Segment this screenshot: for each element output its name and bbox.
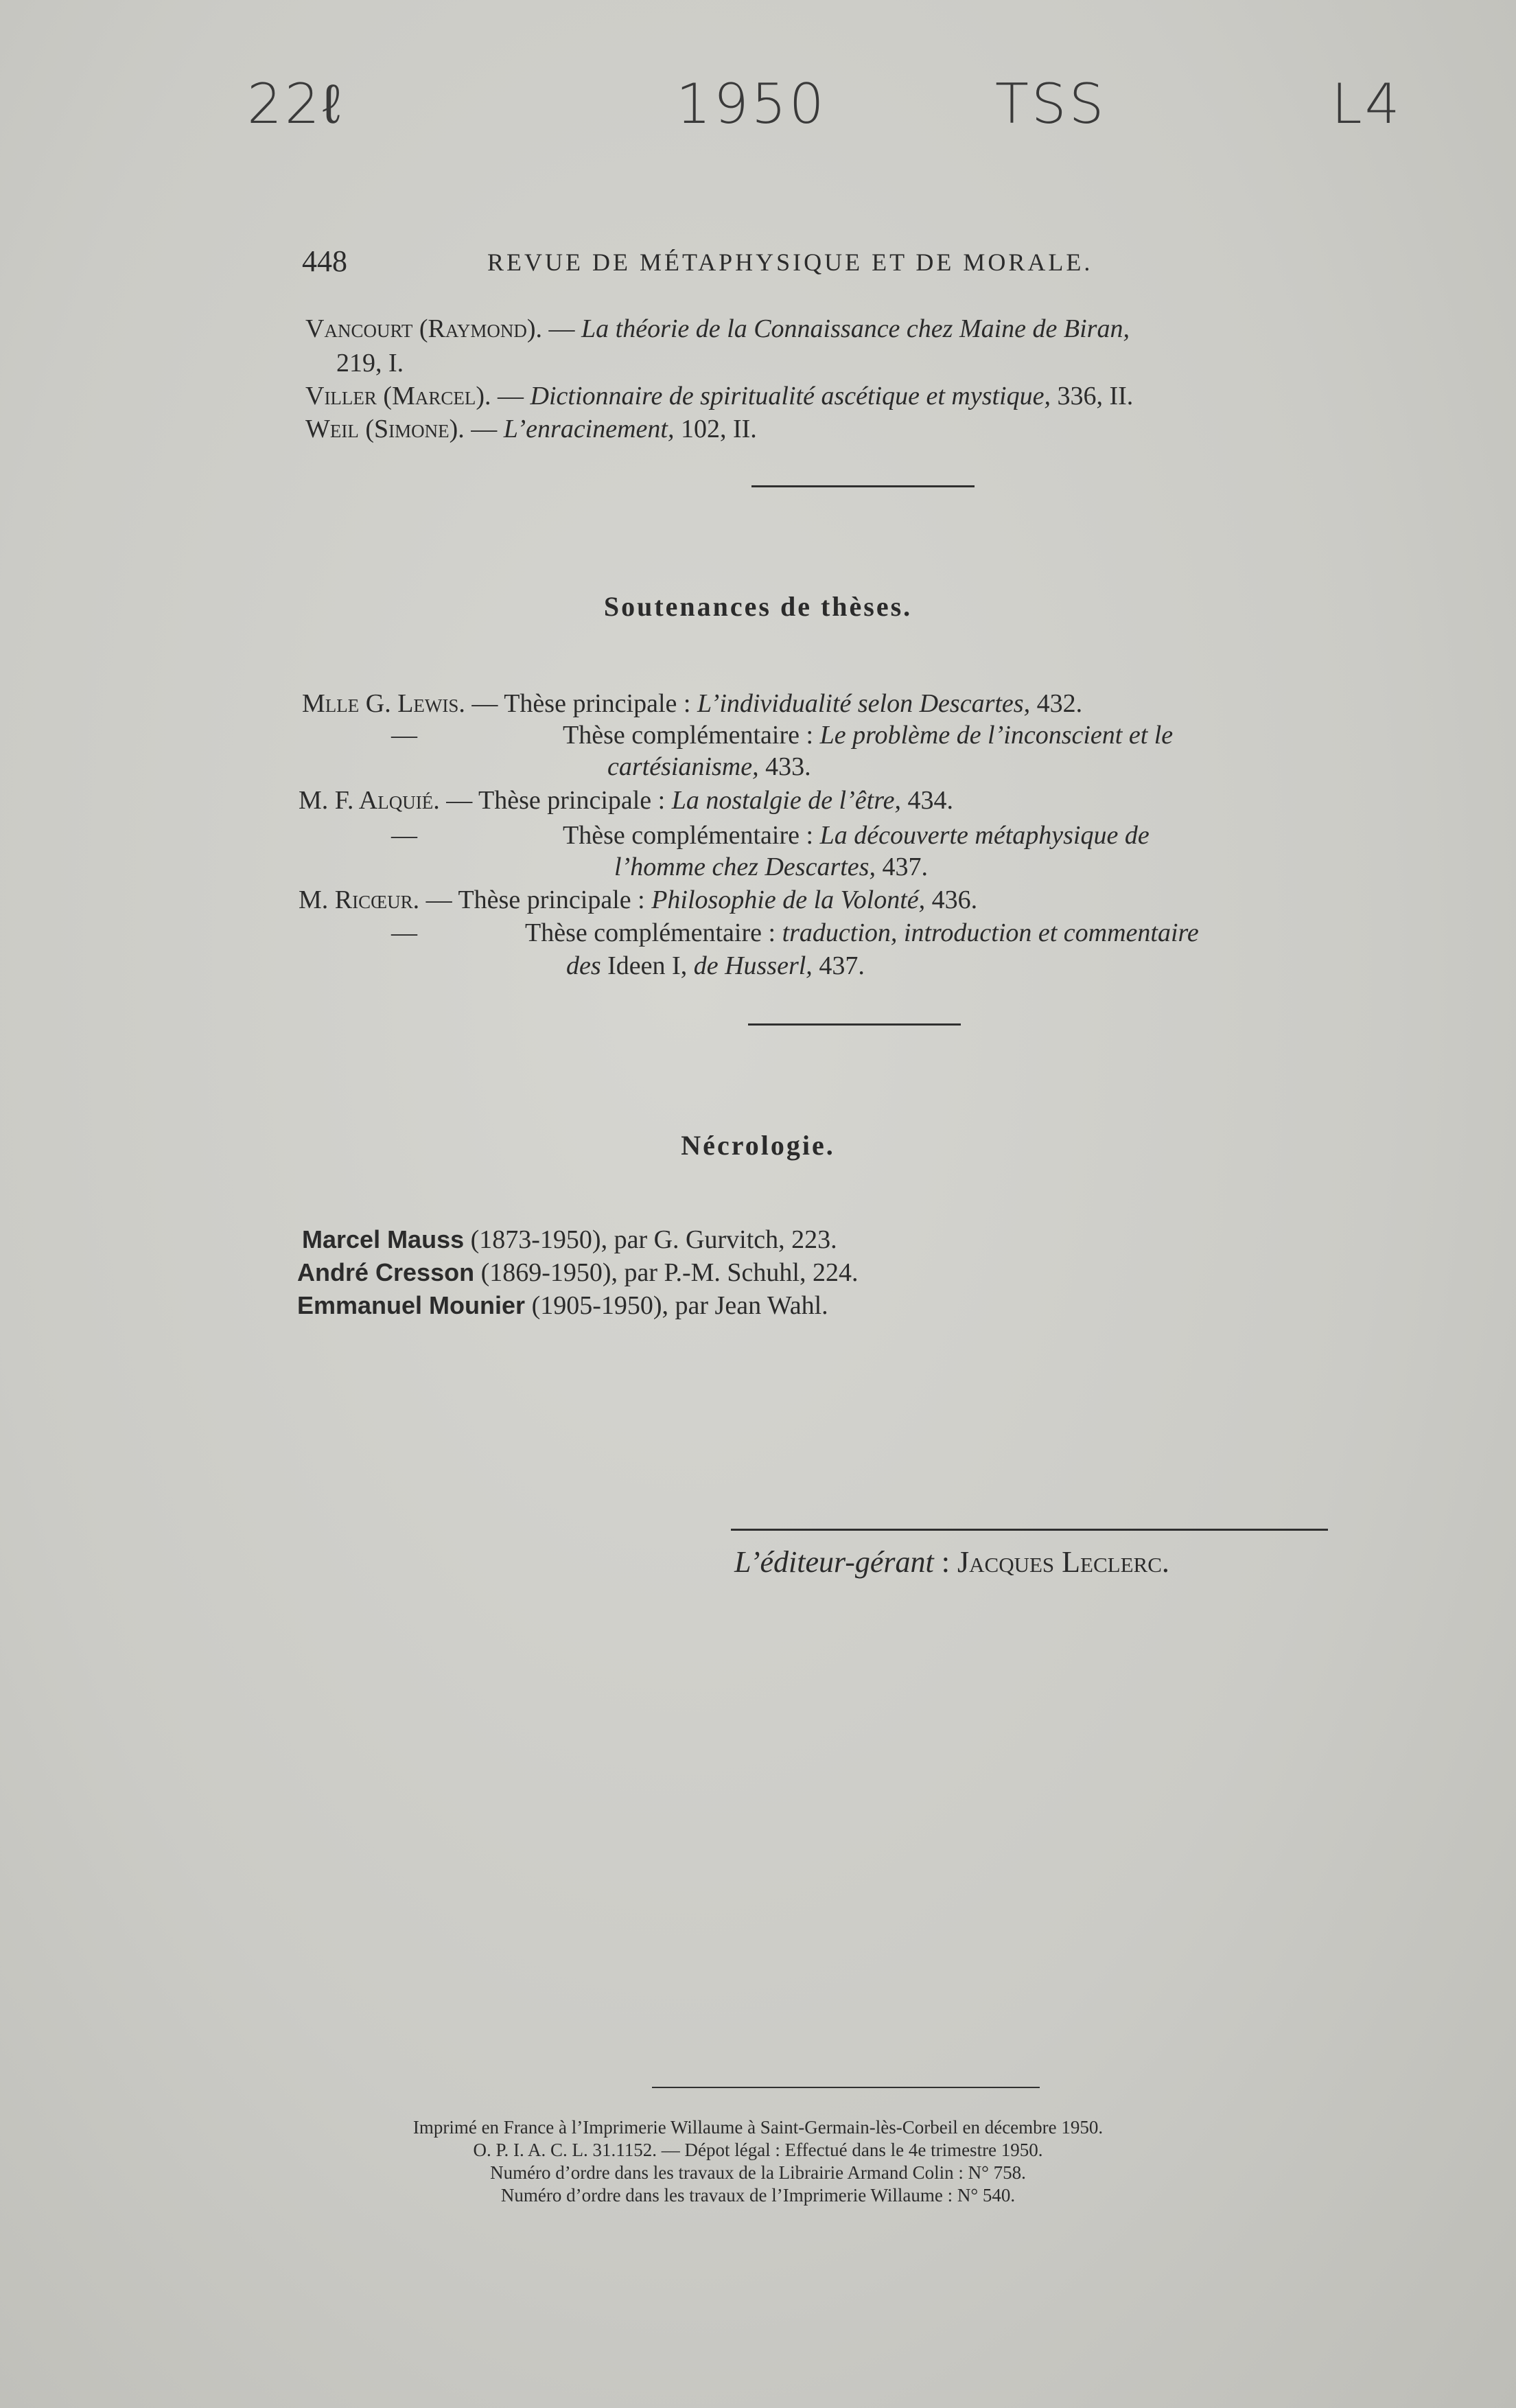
editor-label: L’éditeur-gérant: [734, 1545, 934, 1579]
entry-dash: —: [464, 415, 504, 443]
entry-dash: —: [491, 382, 530, 410]
thesis-complementary-ricoeur-cont: [566, 950, 865, 982]
deceased-name: André Cresson: [297, 1258, 475, 1286]
thesis-principal-alquie: [299, 785, 953, 816]
imprint-line: Numéro d’ordre dans les travaux de la Librairie Armand Colin : N° 758.: [490, 2162, 1026, 2183]
thesis-title: La découverte métaphysique de: [819, 821, 1150, 850]
index-entry: [305, 413, 1417, 445]
candidate-name: M. Ricœur.: [299, 885, 420, 914]
thesis-label: — Thèse principale :: [439, 786, 672, 815]
handwritten-note-3: TSS: [995, 72, 1107, 136]
thesis-complementary-lewis-cont: [607, 751, 811, 783]
entry-reference: 336, II.: [1050, 382, 1134, 410]
index-entry-continuation: [336, 347, 1448, 380]
editor-name: Jacques Leclerc.: [957, 1545, 1169, 1579]
necrology-entry: [297, 1257, 858, 1288]
section-divider: [748, 1023, 961, 1026]
ditto-dash: —: [391, 918, 417, 947]
necrology-entry: [297, 1290, 828, 1321]
entry-reference: 102, II.: [674, 415, 757, 443]
thesis-title: de Husserl,: [693, 951, 813, 980]
necrology-detail: (1869-1950), par P.-M. Schuhl, 224.: [474, 1258, 859, 1287]
ditto-dash: —: [391, 821, 417, 850]
thesis-complementary-lewis: [563, 719, 1173, 751]
running-title: REVUE DE MÉTAPHYSIQUE ET DE MORALE.: [487, 248, 1093, 276]
editor-rule: [731, 1529, 1328, 1531]
author-name: Vancourt (Raymond).: [305, 314, 543, 343]
thesis-title: La nostalgie de l’être,: [671, 786, 901, 815]
page-number: 448: [302, 244, 347, 278]
author-name: Weil (Simone).: [305, 415, 465, 443]
handwritten-note-4: L4: [1331, 72, 1403, 136]
section-title-necrology: Nécrologie.: [681, 1130, 835, 1161]
thesis-label: Thèse complémentaire :: [563, 821, 820, 850]
thesis-page: 433.: [758, 752, 811, 781]
imprint-rule: [652, 2087, 1040, 2088]
editor-line: [734, 1544, 1169, 1579]
index-entry: [305, 380, 1417, 413]
thesis-label: — Thèse principale :: [419, 885, 652, 914]
thesis-title: Philosophie de la Volonté,: [651, 885, 926, 914]
thesis-complementary-ricoeur: [525, 917, 1199, 949]
imprint-line: Numéro d’ordre dans les travaux de l’Imprimerie Willaume : N° 540.: [500, 2185, 1016, 2206]
thesis-page: 437.: [875, 853, 928, 881]
thesis-title: traduction, introduction et commentaire: [782, 918, 1199, 947]
thesis-title: l’homme chez Descartes,: [614, 853, 876, 881]
deceased-name: Emmanuel Mounier: [297, 1291, 526, 1319]
thesis-title: des: [566, 951, 601, 980]
thesis-principal-lewis: [302, 688, 1082, 719]
running-head: [302, 244, 1235, 285]
candidate-name: M. F. Alquié.: [299, 786, 440, 815]
editor-separator: :: [933, 1545, 958, 1579]
handwritten-note-1: 22ℓ: [247, 72, 343, 136]
author-name: Viller (Marcel).: [305, 382, 491, 410]
handwritten-note-2: 1950: [676, 72, 827, 136]
thesis-title: Le problème de l’inconscient et le: [819, 721, 1174, 750]
necrology-detail: (1873-1950), par G. Gurvitch, 223.: [464, 1225, 837, 1254]
section-title-theses: Soutenances de thèses.: [603, 591, 913, 622]
thesis-page: 434.: [900, 786, 953, 815]
thesis-label: Thèse complémentaire :: [525, 918, 782, 947]
imprint-line: Imprimé en France à l’Imprimerie Willaume à Saint-Germain-lès-Corbeil en décembre 1950.: [412, 2117, 1104, 2138]
work-title: La théorie de la Connaissance chez Maine de Biran,: [581, 314, 1130, 343]
work-title: L’enracinement,: [503, 415, 675, 443]
thesis-complementary-alquie-cont: [614, 851, 928, 883]
index-entry: [305, 312, 1417, 345]
imprint-line: O. P. I. A. C. L. 31.1152. — Dépot légal : Effectué dans le 4e trimestre 1950.: [473, 2140, 1043, 2160]
work-title: Dictionnaire de spiritualité ascétique et mystique,: [530, 382, 1051, 410]
thesis-title: cartésianisme,: [607, 752, 759, 781]
thesis-page: 437.: [812, 951, 865, 980]
entry-reference: 219, I.: [336, 349, 404, 378]
thesis-title: L’individualité selon Descartes,: [697, 689, 1031, 718]
section-divider: [751, 485, 975, 487]
thesis-label: Thèse complémentaire :: [563, 721, 820, 750]
candidate-name: Mlle G. Lewis.: [302, 689, 465, 718]
deceased-name: Marcel Mauss: [302, 1225, 465, 1253]
thesis-page: 432.: [1030, 689, 1083, 718]
thesis-label: — Thèse principale :: [465, 689, 697, 718]
necrology-detail: (1905-1950), par Jean Wahl.: [525, 1291, 828, 1320]
necrology-entry: [302, 1224, 837, 1255]
thesis-complementary-alquie: [563, 820, 1150, 851]
thesis-title-roman: Ideen I,: [600, 951, 694, 980]
thesis-page: 436.: [925, 885, 978, 914]
ditto-dash: —: [391, 721, 417, 750]
entry-dash: —: [542, 314, 582, 343]
thesis-principal-ricoeur: [299, 884, 977, 916]
